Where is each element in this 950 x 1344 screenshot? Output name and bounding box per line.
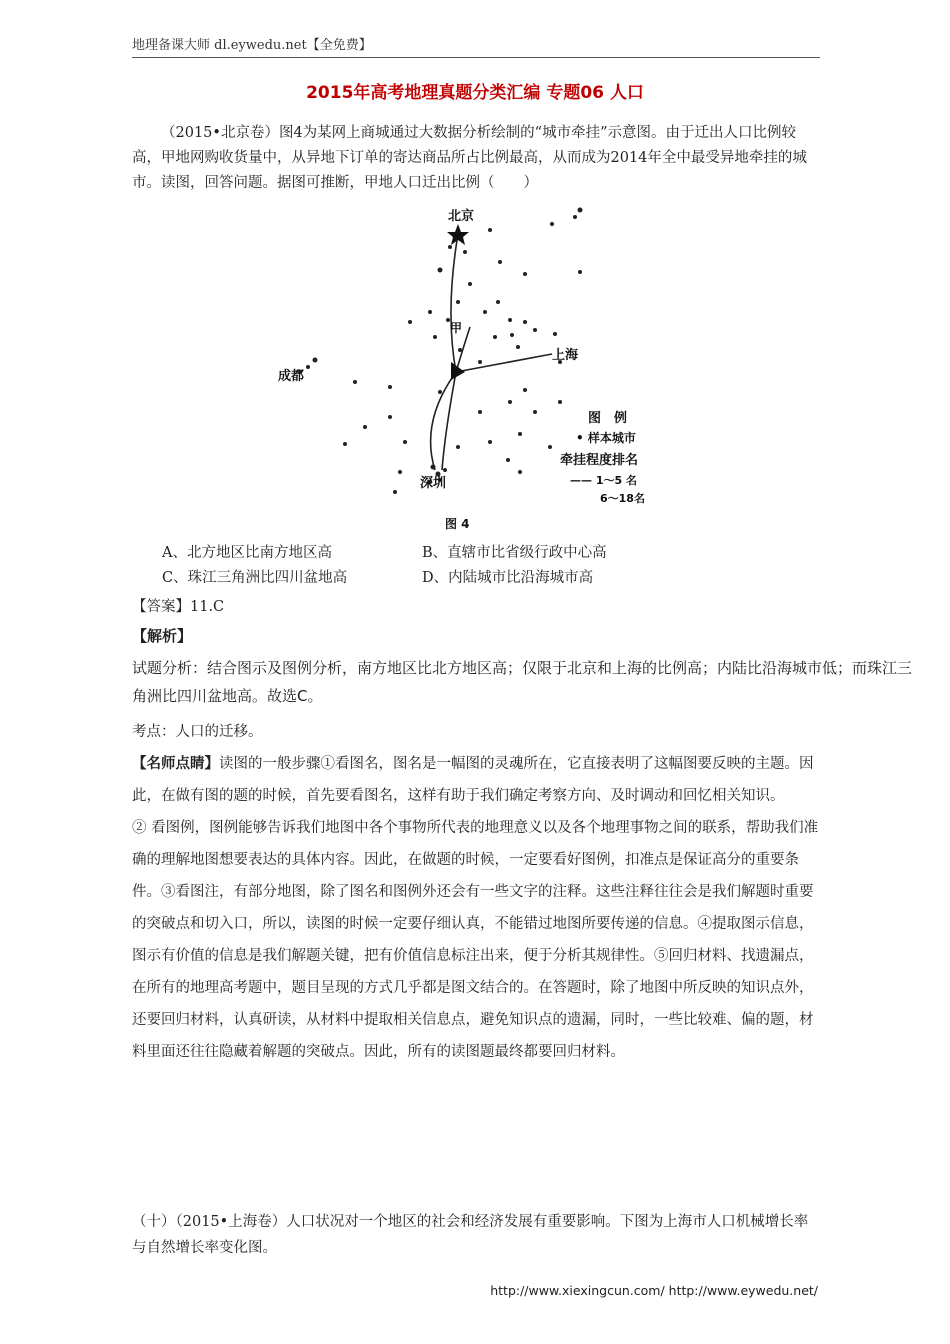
option-a: A、北方地区比南方地区高 [162,545,332,561]
header-text: 地理备课大师 dl.eywedu.net【全免费】 [132,38,372,53]
sample-city-dots [298,208,583,495]
map-label-shenzhen: 深圳 [420,476,447,491]
analysis-heading: 【解析】 [132,627,193,645]
legend-rank-1: —— 1～5 名 [570,474,637,487]
key-point: 考点：人口的迁移。 [132,724,263,740]
answer-options [162,541,682,591]
footer-links: http://www.xiexingcun.com/ http://www.eywedu.net/ [490,1283,818,1298]
tips-paragraph-1: 【名师点睛】读图的一般步骤①看图名，图名是一幅图的灵魂所在，它直接表明了这幅图要反映的主题。因此，在做有图的题的时候，首先要看图名，这样有助于我们确定考察方向、及时调动和回忆相关知识。 [132,755,814,804]
question-intro: （2015•北京卷）图4为某网上商城通过大数据分析绘制的“城市牵挂”示意图。由于迁出人口比例较高，甲地网购收货量中，从异地下订单的寄达商品所占比例最高，从而成为2014年全中最受异地牵挂的城市。读图，回答问题。据图可推断，甲地人口迁出比例（ ） [132,125,807,191]
answer-line: 【答案】11.C [132,599,225,615]
figure-caption: 图 4 [445,517,470,531]
header-rule [132,57,820,58]
teacher-tips [132,748,822,1068]
legend-rank-title: 牵挂程度排名 [560,453,639,468]
question-10: （十）（2015•上海卷）人口状况对一个地区的社会和经济发展有重要影响。下图为上海市人口机械增长率与自然增长率变化图。 [132,1214,809,1256]
option-c: C、珠江三角洲比四川盆地高 [162,570,348,586]
map-label-chengdu: 成都 [278,369,305,384]
document-title: 2015年高考地理真题分类汇编 专题06 人口 [306,83,644,103]
map-label-shanghai: 上海 [552,348,579,363]
attachment-lines [431,234,552,470]
beijing-star-icon [447,224,469,245]
option-d: D、内陆城市比沿海城市高 [422,570,594,586]
legend-sample-city: • 样本城市 [576,431,636,445]
map-label-jia: 甲 [450,321,463,335]
analysis-text: 试题分析：结合图示及图例分析，南方地区比北方地区高；仅限于北京和上海的比例高；内陆比沿海城市低；而珠江三角洲比四川盆地高。故选C。 [132,659,913,705]
option-b: B、直辖市比省级行政中心高 [422,545,607,561]
tips-label: 【名师点睛】 [132,755,219,772]
legend-title: 图 例 [588,411,628,426]
city-attachment-map [270,202,690,532]
tips-paragraph-2: ② 看图例，图例能够告诉我们地图中各个事物所代表的地理意义以及各个地理事物之间的联系，帮助我们准确的理解地图想要表达的具体内容。因此，在做题的时候，一定要看好图例，扣准点是保证高分的重要条件。③看图注，有部分地图，除了图名和图例外还会有一些文字的注释。这些注释往往会是我们解题时重要的突破点和切入口，所以，读图的时候一定要仔细认真，不能错过地图所要传递的信息。④提取图示信息，图示有价值的信息是我们解题关键，把有价值信息标注出来，便于分析其规律性。⑤回归材料、找遗漏点，在所有的地理高考题中，题目呈现的方式几乎都是图文结合的。在答题时，除了地图中所反映的知识点外，还要回归材料，认真研读，从材料中提取相关信息点，避免知识点的遗漏，同时，一些比较难、偏的题，材料里面还往往隐藏着解题的突破点。因此，所有的读图题最终都要回归材料。 [132,820,819,1060]
legend-rank-2: 6～18名 [600,492,645,505]
map-label-beijing: 北京 [448,209,475,224]
